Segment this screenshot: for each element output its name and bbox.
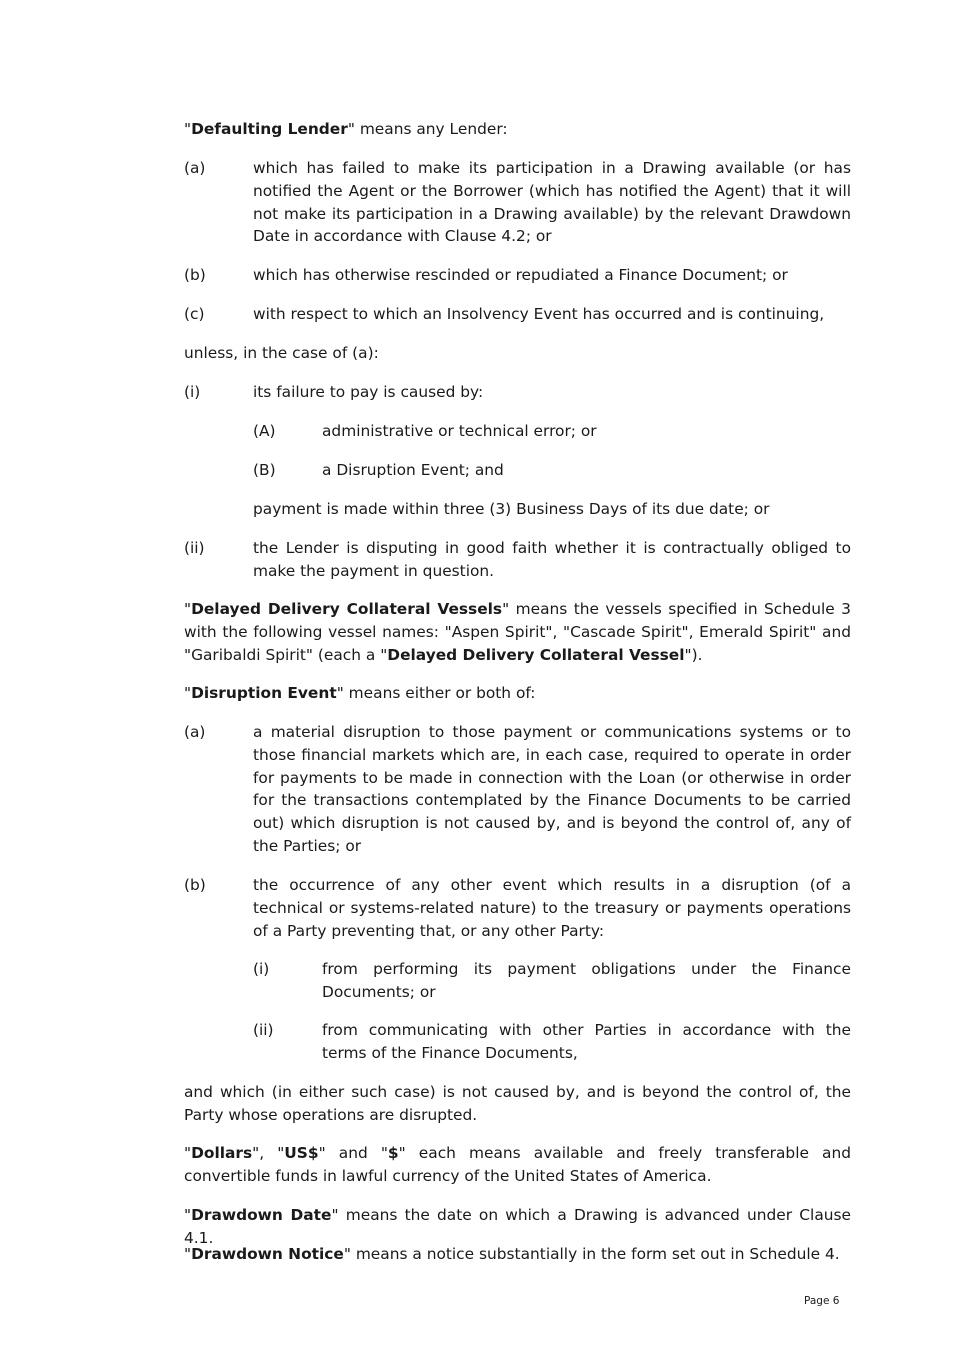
- sub-list-item: [253, 459, 851, 482]
- definition-dollars: "Dollars", "US$" and "$" each means available and freely transferable and convertible funds in lawful currency of the United States of America.: [184, 1144, 851, 1185]
- list-item: [184, 381, 851, 404]
- item-text: which has otherwise rescinded or repudiated a Finance Document; or: [253, 266, 788, 284]
- defined-term: Delayed Delivery Collateral Vessel: [387, 645, 685, 664]
- item-label: (a): [184, 159, 206, 177]
- item-label: (A): [253, 422, 276, 440]
- item-label: (i): [184, 383, 201, 401]
- list-item: [184, 874, 851, 942]
- item-label: (b): [184, 266, 206, 284]
- list-item: [184, 303, 851, 326]
- item-label: (B): [253, 461, 276, 479]
- item-text: from performing its payment obligations under the Finance Documents; or: [322, 960, 851, 1001]
- list-item: [184, 264, 851, 287]
- item-label: (c): [184, 305, 205, 323]
- item-label: (b): [184, 876, 206, 894]
- page-number: Page 6: [804, 1295, 840, 1307]
- unless-clause: unless, in the case of (a):: [184, 344, 379, 362]
- list-item: [184, 721, 851, 858]
- item-text: the occurrence of any other event which results in a disruption (of a technical or systems-related nature) to the treasury or payments operations of a Party preventing that, or any other Party:: [253, 876, 851, 940]
- sub-list-item: [253, 1019, 851, 1065]
- item-text: which has failed to make its participation in a Drawing available (or has notified the Agent or the Borrower (which has notified the Agent) that it will not make its participation in a Drawing available) by the relevant Drawdown Date in accordance with Clause 4.2; or: [253, 159, 851, 246]
- item-text: a material disruption to those payment or communications systems or to those financial markets which are, in each case, required to operate in order for payments to be made in connection with the Loan (or otherwise in order for the transactions contemplated by the Finance Documents to be carried out) which disruption is not caused by, and is beyond the control of, any of the Parties; or: [253, 723, 851, 855]
- definition-drawdown-date: "Drawdown Date" means the date on which a Drawing is advanced under Clause 4.1.: [184, 1206, 851, 1247]
- item-text: administrative or technical error; or: [322, 422, 597, 440]
- defined-term: US$: [284, 1144, 319, 1162]
- item-text: from communicating with other Parties in accordance with the terms of the Finance Documents,: [322, 1021, 851, 1062]
- item-label: (i): [253, 960, 270, 978]
- definition-delayed-delivery-collateral-vessels: "Delayed Delivery Collateral Vessels" means the vessels specified in Schedule 3 with the following vessel names: "Aspen Spirit", "Cascade Spirit", Emerald Spirit" and "Garibaldi Spirit" (each a "Delayed Delivery Collateral Vessel").: [184, 600, 851, 664]
- defined-term: Defaulting Lender: [191, 120, 348, 138]
- list-item: [184, 157, 851, 248]
- item-text: the Lender is disputing in good faith whether it is contractually obliged to make the payment in question.: [253, 539, 851, 580]
- defined-term: Delayed Delivery Collateral Vessels: [191, 600, 503, 618]
- disruption-closing: and which (in either such case) is not caused by, and is beyond the control of, the Party whose operations are disrupted.: [184, 1083, 851, 1124]
- item-label: (a): [184, 723, 206, 741]
- payment-condition: payment is made within three (3) Business Days of its due date; or: [253, 500, 770, 518]
- defined-term: Disruption Event: [191, 684, 337, 702]
- item-label: (ii): [253, 1021, 274, 1039]
- item-text: its failure to pay is caused by:: [253, 383, 484, 401]
- list-item: [184, 537, 851, 583]
- defined-term: Dollars: [191, 1144, 253, 1162]
- item-text: a Disruption Event; and: [322, 461, 504, 479]
- sub-list-item: [253, 958, 851, 1004]
- item-label: (ii): [184, 539, 205, 557]
- sub-list-item: [253, 420, 851, 443]
- defined-term: Drawdown Notice: [191, 1245, 344, 1263]
- definition-drawdown-notice: "Drawdown Notice" means a notice substantially in the form set out in Schedule 4.: [184, 1245, 840, 1263]
- defined-term: $: [387, 1144, 399, 1162]
- defined-term: Drawdown Date: [191, 1206, 332, 1224]
- item-text: with respect to which an Insolvency Event has occurred and is continuing,: [253, 305, 825, 323]
- definition-defaulting-lender: "Defaulting Lender" means any Lender:: [184, 120, 508, 138]
- definition-disruption-event: "Disruption Event" means either or both of:: [184, 684, 536, 702]
